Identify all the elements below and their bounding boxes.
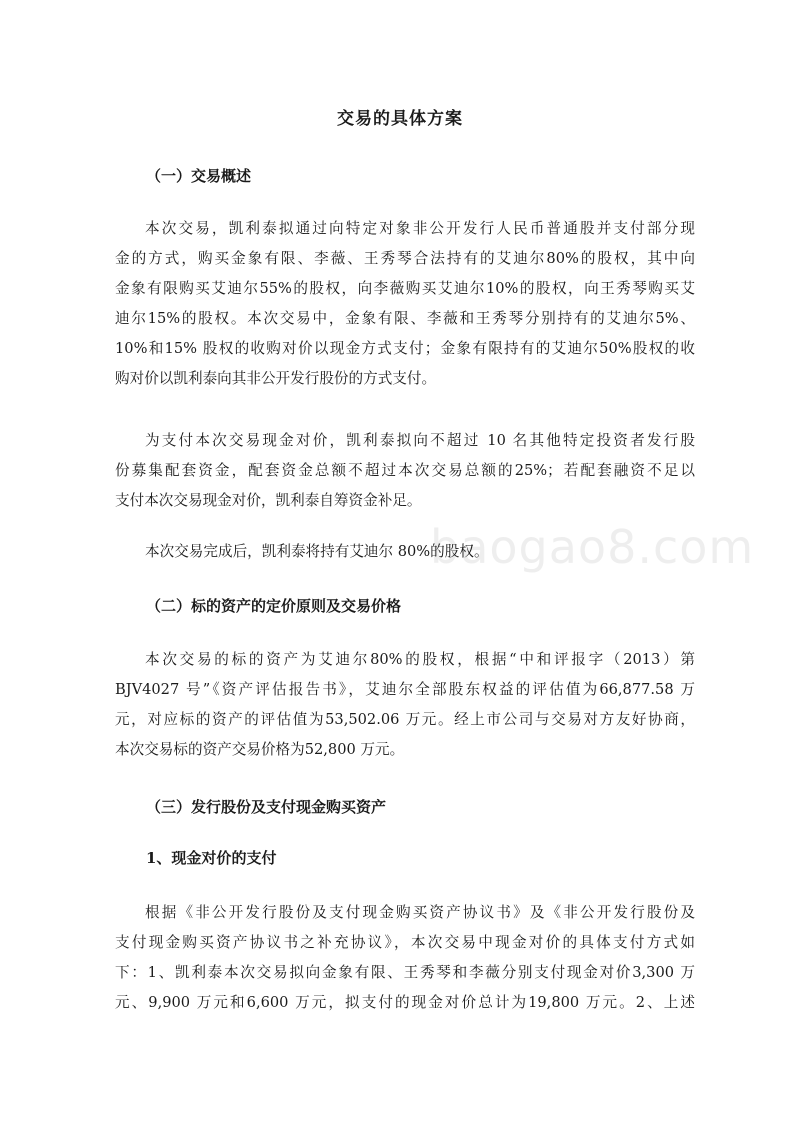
text-line: 支付现金购买资产协议书之补充协议》，本次交易中现金对价的具体支付方式如 [115,934,695,951]
section-heading-overview: （一）交易概述 [146,167,252,185]
text-line: 本次交易的标的资产为艾迪尔80%的股权，根据“中和评报字（2013）第 [145,651,695,668]
subsection-heading-cash-payment: 1、现金对价的支付 [146,849,277,867]
text-line: 购对价以凯利泰向其非公开发行股份的方式支付。 [115,370,437,387]
text-line: BJV4027 号”《资产评估报告书》，艾迪尔全部股东权益的评估值为66,877.58 万 [115,681,695,698]
paragraph-overview-3 [115,537,695,567]
text-line: 金象有限购买艾迪尔55%的股权，向李薇购买艾迪尔10%的股权，向王秀琴购买艾 [115,280,695,297]
text-line: 为支付本次交易现金对价，凯利泰拟向不超过 10 名其他特定投资者发行股 [145,432,695,449]
paragraph-overview-1 [115,214,695,394]
text-line: 本次交易标的资产交易价格为52,800 万元。 [115,741,405,758]
text-line: 金的方式，购买金象有限、李薇、王秀琴合法持有的艾迪尔80%的股权，其中向 [115,250,695,267]
text-line: 10%和15% 股权的收购对价以现金方式支付；金象有限持有的艾迪尔50%股权的收 [115,340,695,357]
paragraph-overview-2 [115,426,695,516]
text-line: 迪尔15%的股权。本次交易中，金象有限、李薇和王秀琴分别持有的艾迪尔5%、 [115,310,695,327]
text-line: 下：1、凯利泰本次交易拟向金象有限、王秀琴和李薇分别支付现金对价3,300 万 [115,964,695,981]
paragraph-pricing [115,645,695,765]
text-line: 元、9,900 万元和6,600 万元，拟支付的现金对价总计为19,800 万元。2、上述 [115,994,695,1011]
section-heading-issuance: （三）发行股份及支付现金购买资产 [146,798,387,816]
text-line: 本次交易，凯利泰拟通过向特定对象非公开发行人民币普通股并支付部分现 [145,220,695,237]
text-line: 份募集配套资金，配套资金总额不超过本次交易总额的25%；若配套融资不足以 [115,462,695,479]
text-line: 元，对应标的资产的评估值为53,502.06 万元。经上市公司与交易对方友好协商， [115,711,695,728]
text-line: 支付本次交易现金对价，凯利泰自筹资金补足。 [115,492,422,509]
section-heading-pricing: （二）标的资产的定价原则及交易价格 [146,597,402,615]
text-line: 本次交易完成后，凯利泰将持有艾迪尔 80%的股权。 [145,543,489,560]
text-line: 根据《非公开发行股份及支付现金购买资产协议书》及《非公开发行股份及 [145,904,695,921]
watermark: baogao8.com [430,520,755,574]
paragraph-cash-payment [115,898,695,1018]
page-title: 交易的具体方案 [337,109,463,129]
